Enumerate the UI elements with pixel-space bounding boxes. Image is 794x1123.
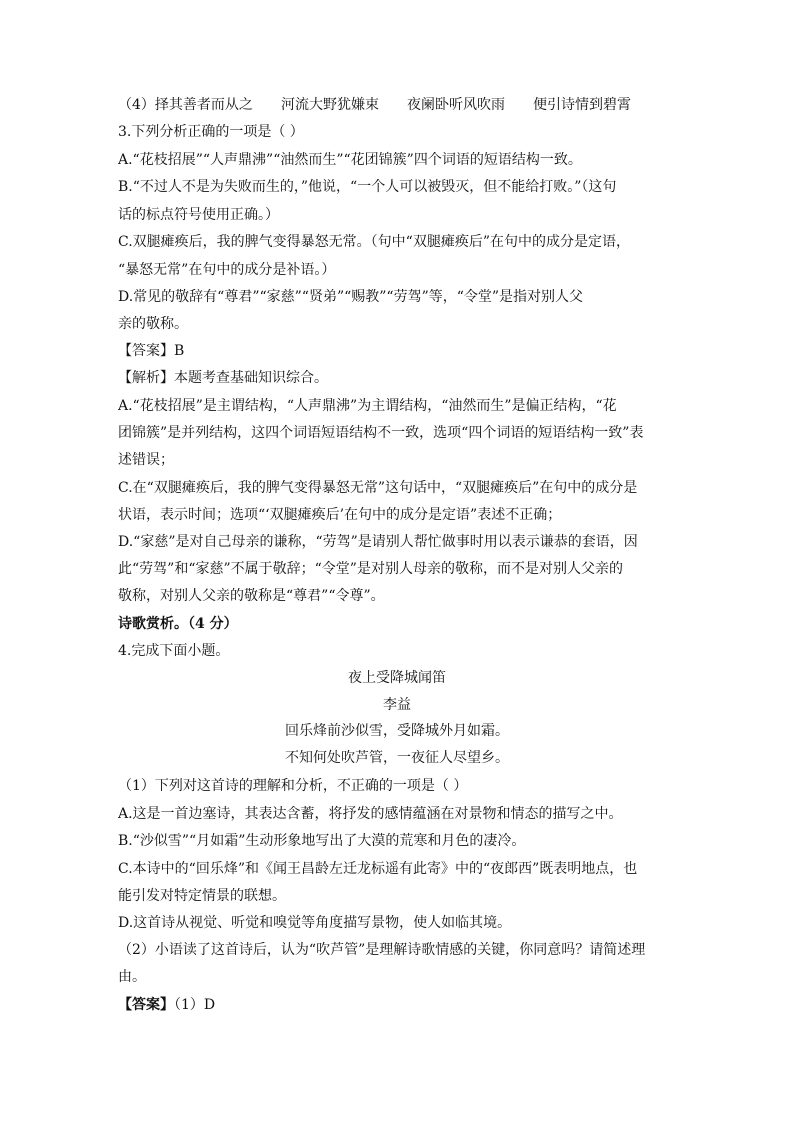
- previous-option-d-line: [118, 96, 678, 114]
- option-phrase: 河流大野犹嫌束: [281, 97, 379, 113]
- q4-answer: [118, 996, 678, 1014]
- poem-author: 李益: [383, 697, 411, 713]
- option-phrase: 夜阑卧听风吹雨: [407, 97, 505, 113]
- q3-option-c: C.双腿瘫痪后，我的脾气变得暴怒无常。（句中“双腿瘫痪后”在句中的成分是定语，: [118, 234, 630, 250]
- q3-analysis-d-cont: 此“劳驾”和“家慈”不属于敬辞；“令堂”是对别人母亲的敬称，而不是对别人父亲的: [118, 561, 623, 577]
- q3-analysis-heading: 【解析】本题考查基础知识综合。: [118, 370, 328, 386]
- q4-sub1-option-a: A.这是一首边塞诗，其表达含蓄，将抒发的感情蕴涵在对景物和情态的描写之中。: [118, 806, 623, 822]
- poem-line: 不知何处吹芦管，一夜征人尽望乡。: [285, 750, 509, 766]
- q4-sub1-option-c: C.本诗中的“回乐烽”和《闻王昌龄左迁龙标遥有此寄》中的“夜郎西”既表明地点，也: [118, 861, 638, 877]
- q3-option-d-cont: 亲的敬称。: [118, 316, 188, 332]
- answer-value: （1）D: [174, 997, 216, 1013]
- q4-sub1-option-b: B.“沙似雪”“月如霜”生动形象地写出了大漠的荒寒和月色的凄冷。: [118, 833, 526, 849]
- q3-analysis-a: A.“花枝招展”是主谓结构，“人声鼎沸”为主谓结构，“油然而生”是偏正结构，“花: [118, 398, 617, 414]
- q3-option-b: B.“不过人不是为失败而生的，”他说，“一个人可以被毁灭，但不能给打败。”（这句: [118, 179, 617, 195]
- q3-analysis-c: C.在“双腿瘫痪后，我的脾气变得暴怒无常”这句话中，“双腿瘫痪后”在句中的成分是: [118, 480, 638, 496]
- q3-option-a: A.“花枝招展”“人声鼎沸”“油然而生”“花团锦簇”四个词语的短语结构一致。: [118, 152, 582, 168]
- q3-analysis-c-cont: 状语，表示时间；选项“‘双腿瘫痪后’在句中的成分是定语”表述不正确；: [118, 507, 562, 523]
- q3-answer: 【答案】B: [118, 343, 185, 359]
- q3-analysis-a-cont: 述错误；: [118, 452, 174, 468]
- q4-sub2-stem: （2）小语读了这首诗后，认为“吹芦管”是理解诗歌情感的关键，你同意吗？请简述理: [118, 942, 646, 958]
- q3-option-b-cont: 话的标点符号使用正确。）: [118, 207, 279, 223]
- poem-line: 回乐烽前沙似雪，受降城外月如霜。: [285, 723, 509, 739]
- q4-sub2-stem-cont: 由。: [118, 969, 146, 985]
- q3-option-c-cont: “暴怒无常”在句中的成分是补语。）: [118, 262, 336, 278]
- q3-analysis-d: D.“家慈”是对自己母亲的谦称，“劳驾”是请别人帮忙做事时用以表示谦恭的套语，因: [118, 534, 638, 550]
- q3-analysis-d-cont: 敬称，对别人父亲的敬称是“尊君”“令尊”。: [118, 588, 385, 604]
- option-phrase: 便引诗情到碧霄: [533, 97, 631, 113]
- option-phrase: （4）择其善者而从之: [118, 97, 253, 113]
- question-4-stem: 4.完成下面小题。: [118, 643, 230, 659]
- poem-title: 夜上受降城闻笛: [348, 670, 446, 686]
- q4-sub1-stem: （1）下列对这首诗的理解和分析，不正确的一项是（ ）: [118, 778, 468, 794]
- question-3-stem: 3.下列分析正确的一项是（ ）: [118, 124, 304, 140]
- answer-label: 【答案】: [118, 997, 174, 1013]
- q3-analysis-a-cont: 团锦簇”是并列结构，这四个词语短语结构不一致，选项“四个词语的短语结构一致”表: [118, 425, 644, 441]
- section-heading: 诗歌赏析。（4 分）: [118, 616, 238, 632]
- q4-sub1-option-c-cont: 能引发对特定情景的联想。: [118, 888, 286, 904]
- q3-option-d: D.常见的敬辞有“尊君”“家慈”“贤弟”“赐教”“劳驾”等，“令堂”是指对别人父: [118, 289, 584, 305]
- q4-sub1-option-d: D.这首诗从视觉、听觉和嗅觉等角度描写景物，使人如临其境。: [118, 915, 512, 931]
